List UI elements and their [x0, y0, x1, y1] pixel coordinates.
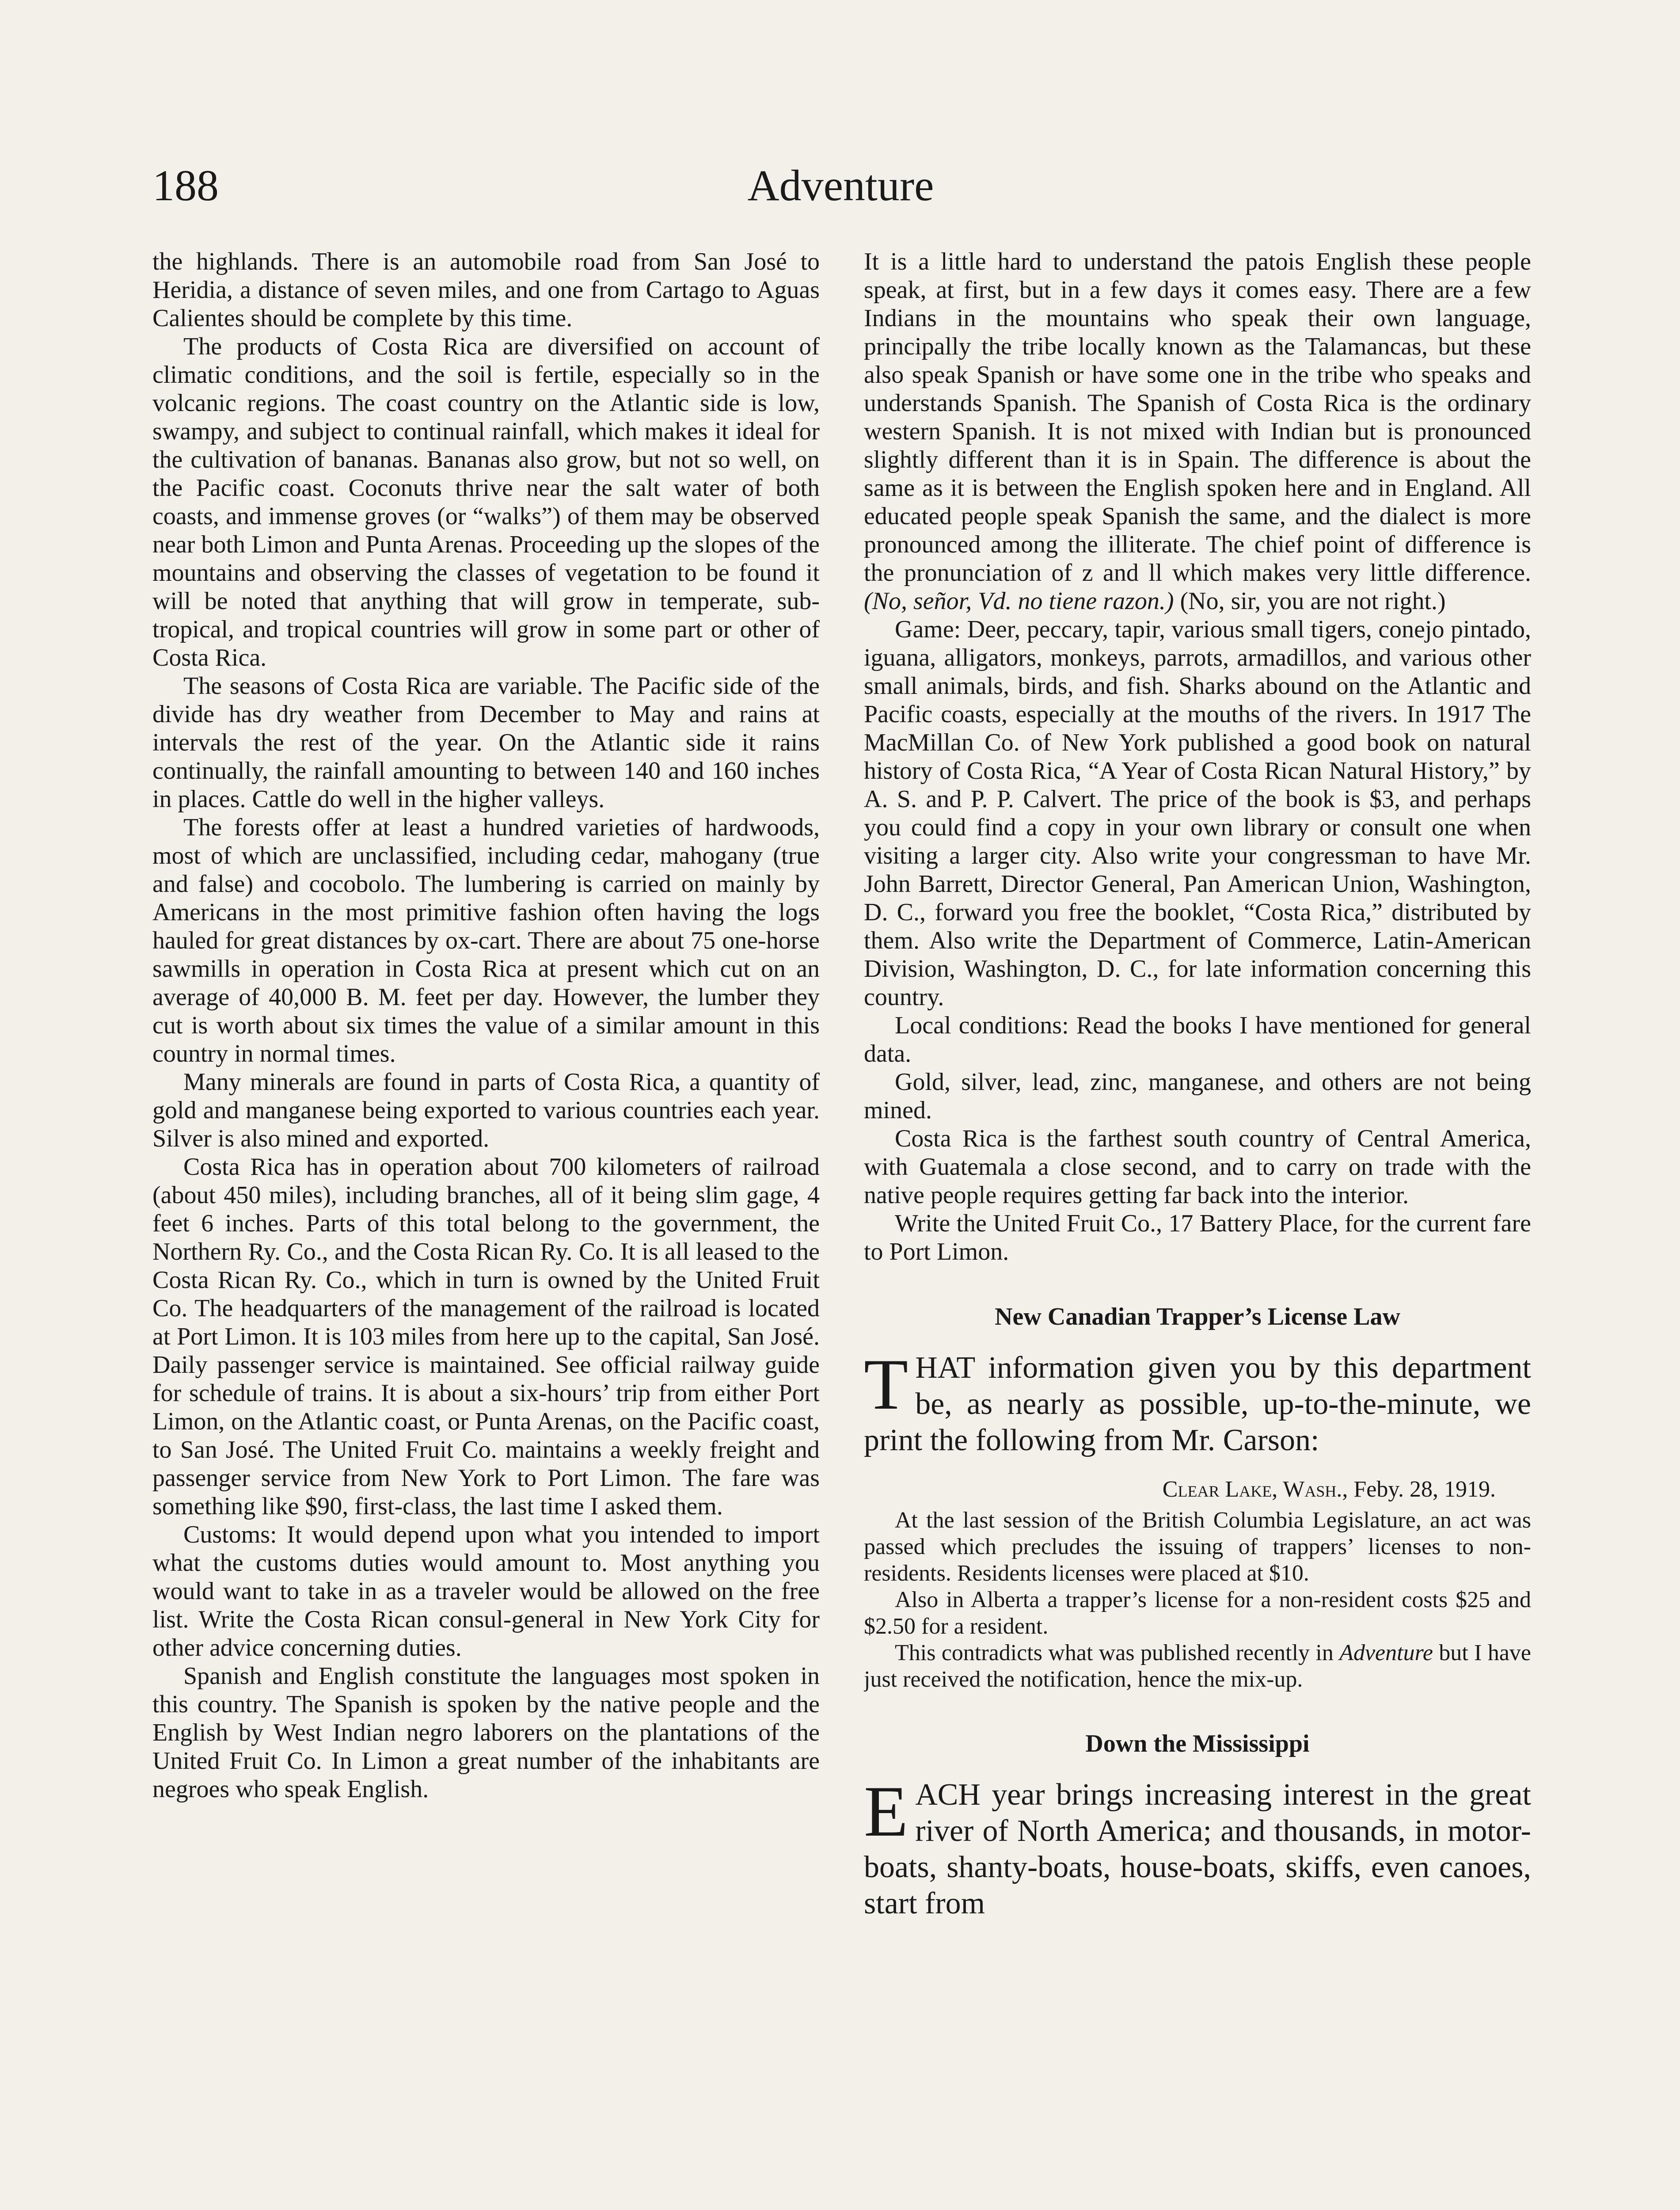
paragraph: The forests offer at least a hundred varieties of hardwoods, most of which are unclassified, including cedar, mahogany (true and false) and cocobolo. The lumbering is carried on mainly by Americans in the most primitive fashion often having the logs hauled for great distances by ox-cart. There are about 75 one-horse sawmills in operation in Costa Rica at present which cut on an average of 40,000 B. M. feet per day. However, the lumber they cut is worth about six times the value of a similar amount in this country in normal times. — [152, 814, 820, 1067]
right-column — [864, 248, 1531, 2210]
letter-paragraph: At the last session of the British Columbia Legislature, an act was passed which precludes the issuing of trappers’ licenses to non-residents. Residents licenses were placed at $10. — [864, 1508, 1531, 1586]
translation: (No, sir, you are not right.) — [1174, 587, 1446, 615]
paragraph: Write the United Fruit Co., 17 Battery Place, for the current fare to Port Limon. — [864, 1210, 1531, 1265]
paragraph: Gold, silver, lead, zinc, manganese, and others are not being mined. — [864, 1068, 1531, 1124]
lead-paragraph — [864, 1772, 1531, 1922]
dateline-date: Feby. 28, 1919. — [1348, 1477, 1496, 1502]
section-heading: New Canadian Trapper’s License Law — [995, 1303, 1400, 1330]
paragraph: Spanish and English constitute the languages most spoken in this country. The Spanish is spoken by the native people and the English by West Indian negro laborers on the plantations of the United Fruit Co. In Limon a great number of the inhabitants are negroes who speak English. — [152, 1662, 820, 1803]
paragraph: Game: Deer, peccary, tapir, various small tigers, conejo pintado, iguana, alligators, monkeys, parrots, armadillos, and various other small animals, birds, and fish. Sharks abound on the Atlantic and Pacific coasts, especially at the mouths of the rivers. In 1917 The MacMillan Co. of New York published a good book on natural history of Costa Rica, “A Year of Costa Rican Natural History,” by A. S. and P. P. Calvert. The price of the book is $3, and perhaps you could find a copy in your own library or consult one when visiting a larger city. Also write your congressman to have Mr. John Barrett, Director General, Pan American Union, Washington, D. C., forward you free the booklet, “Costa Rica,” distributed by them. Also write the Department of Commerce, Latin-American Division, Washington, D. C., for late information concerning this country. — [864, 616, 1531, 1011]
magazine-name: Adventure — [1339, 1640, 1433, 1665]
lead-text: ACH year brings increasing interest in the great river of North America; and thousands, in motor-boats, shanty-boats, house-boats, skiffs, even canoes, start from — [864, 1778, 1531, 1920]
letter-paragraph — [864, 1640, 1531, 1693]
drop-cap: T — [864, 1345, 908, 1425]
dateline — [864, 1476, 1531, 1503]
left-column — [152, 248, 820, 2210]
paragraph: Costa Rica is the farthest south country of Central America, with Guatemala a close second, and to carry on trade with the native people requires getting far back into the interior. — [864, 1125, 1531, 1209]
letter-text: but I have just received the notification, hence the mix-up. — [864, 1640, 1531, 1692]
paragraph: The seasons of Costa Rica are variable. The Pacific side of the divide has dry weather from December to May and rains at intervals the rest of the year. On the Atlantic side it rains continually, the rainfall amounting to between 140 and 160 inches in places. Cattle do well in the higher valleys. — [152, 672, 820, 813]
letter-paragraph: Also in Alberta a trapper’s license for a non-resident costs $25 and $2.50 for a resident. — [864, 1587, 1531, 1639]
page-number: 188 — [152, 161, 219, 210]
dateline-place: Clear Lake, Wash., — [1162, 1477, 1348, 1502]
paragraph: Many minerals are found in parts of Costa Rica, a quantity of gold and manganese being exported to various countries each year. Silver is also mined and exported. — [152, 1068, 820, 1152]
running-title: Adventure — [747, 161, 934, 210]
section-heading: Down the Mississippi — [1085, 1730, 1310, 1757]
paragraph: the highlands. There is an automobile road from San José to Heridia, a distance of seven miles, and one from Cartago to Aguas Calientes should be complete by this time. — [152, 248, 820, 332]
paragraph: Costa Rica has in operation about 700 kilometers of railroad (about 450 miles), including branches, all of it being slim gage, 4 feet 6 inches. Parts of this total belong to the government, the Northern Ry. Co., and the Costa Rican Ry. Co. It is all leased to the Costa Rican Ry. Co., which in turn is owned by the United Fruit Co. The headquarters of the management of the railroad is located at Port Limon. It is 103 miles from here up to the capital, San José. Daily passenger service is maintained. See official railway guide for schedule of trains. It is about a six-hours’ trip from either Port Limon, on the Atlantic coast, or Punta Arenas, on the Pacific coast, to San José. The United Fruit Co. maintains a weekly freight and passenger service from New York to Port Limon. The fare was something like $90, first-class, the last time I asked them. — [152, 1153, 820, 1520]
paragraph: The products of Costa Rica are diversified on account of climatic conditions, and the soil is fertile, especially so in the volcanic regions. The coast country on the Atlantic side is low, swampy, and subject to continual rainfall, which makes it ideal for the cultivation of bananas. Bananas also grow, but not so well, on the Pacific coast. Coconuts thrive near the salt water of both coasts, and immense groves (or “walks”) of them may be observed near both Limon and Punta Arenas. Proceeding up the slopes of the mountains and observing the classes of vegetation to be found it will be noted that anything that will grow in temperate, sub-tropical, and tropical countries will grow in some part or other of Costa Rica. — [152, 333, 820, 671]
lead-text: HAT information given you by this department be, as nearly as possible, up-to-the-minute, we print the following from Mr. Carson: — [864, 1351, 1531, 1457]
page-header — [152, 157, 1529, 214]
paragraph: Customs: It would depend upon what you intended to import what the customs duties would amount to. Most anything you would want to take in as a traveler would be allowed on the free list. Write the Costa Rican consul-general in New York City for other advice concerning duties. — [152, 1521, 820, 1661]
letter-text: This contradicts what was published recently in — [895, 1640, 1340, 1665]
lead-paragraph — [864, 1345, 1531, 1459]
paragraph: Local conditions: Read the books I have mentioned for general data. — [864, 1012, 1531, 1067]
paragraph-text: It is a little hard to understand the patois English these people speak, at first, but in a few days it comes easy. There are a few Indians in the mountains who speak their own language, principally the tribe locally known as the Talamancas, but these also speak Spanish or have some one in the tribe who speaks and understands Spanish. The Spanish of Costa Rica is the ordinary western Spanish. It is not mixed with Indian but is pronounced slightly different than it is in Spain. The difference is about the same as it is between the English spoken here and in England. All educated people speak Spanish the same, and the dialect is more pronounced among the illiterate. The chief point of difference is the pronunciation of z and ll which makes very little difference. — [864, 248, 1531, 587]
paragraph — [864, 248, 1531, 615]
spanish-example: (No, señor, Vd. no tiene razon.) — [864, 587, 1174, 615]
drop-cap: E — [864, 1772, 908, 1852]
